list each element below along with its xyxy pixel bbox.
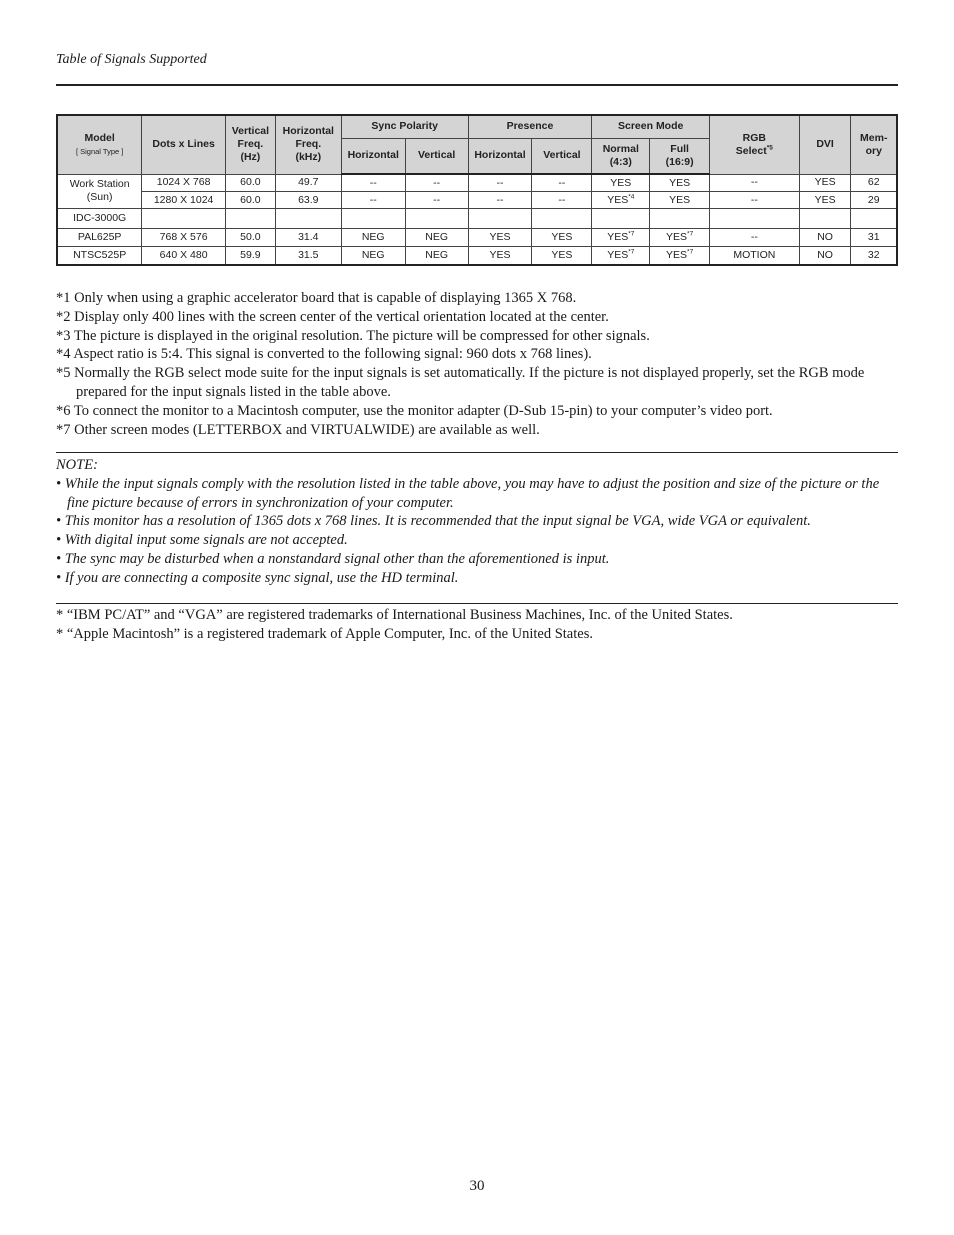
cell-presence-v: -- — [532, 174, 592, 192]
table-row — [57, 229, 897, 247]
cell-vfreq: 60.0 — [225, 192, 275, 209]
header-model: Model [ Signal Type ] — [57, 115, 142, 174]
cell-normal: YES$^{*7}$ — [592, 247, 650, 265]
cell-model: PAL625P — [57, 229, 142, 247]
table-row — [57, 174, 897, 192]
cell-memory: 62 — [851, 174, 897, 192]
cell-dots: 1024 X 768 — [142, 174, 226, 192]
cell-empty — [592, 209, 650, 229]
cell-sync-h: NEG — [341, 247, 405, 265]
footnote: *4 Aspect ratio is 5:4. This signal is converted to the following signal: 960 dots x 768 lines). — [56, 346, 592, 363]
cell-presence-v: YES — [532, 229, 592, 247]
cell-dvi: YES — [799, 192, 851, 209]
table-row — [57, 247, 897, 265]
header-presence: Presence — [468, 115, 592, 138]
table-row — [57, 209, 897, 229]
note-title: NOTE: — [56, 457, 98, 473]
cell-dvi: YES — [799, 174, 851, 192]
page-number: 30 — [469, 1178, 485, 1194]
cell-empty — [710, 209, 800, 229]
cell-full: YES — [650, 174, 710, 192]
footnotes — [56, 289, 898, 439]
note-item: • The sync may be disturbed when a nonstandard signal other than the aforementioned is input. — [56, 550, 610, 567]
header-presence-vertical: Vertical — [532, 138, 592, 174]
note-item: • If you are connecting a composite sync signal, use the HD terminal. — [56, 569, 459, 586]
cell-rgb: MOTION — [710, 247, 800, 265]
header-rule — [56, 84, 898, 86]
cell-vfreq: 50.0 — [225, 229, 275, 247]
cell-rgb: -- — [710, 174, 800, 192]
footnote: *2 Display only 400 lines with the screen center of the vertical orientation located at the center. — [56, 308, 609, 325]
cell-empty — [341, 209, 405, 229]
cell-memory: 31 — [851, 229, 897, 247]
trademark-divider — [56, 603, 898, 604]
cell-memory: 32 — [851, 247, 897, 265]
cell-hfreq: 49.7 — [275, 174, 341, 192]
cell-presence-h: -- — [468, 174, 532, 192]
header-vertical-freq: Vertical Freq. (Hz) — [225, 115, 275, 174]
header-horizontal-freq: Horizontal Freq. (kHz) — [275, 115, 341, 174]
cell-dots: 1280 X 1024 — [142, 192, 226, 209]
cell-empty — [468, 209, 532, 229]
cell-dvi: NO — [799, 229, 851, 247]
cell-full: YES — [650, 192, 710, 209]
cell-rgb: -- — [710, 229, 800, 247]
cell-hfreq: 31.5 — [275, 247, 341, 265]
cell-hfreq: 63.9 — [275, 192, 341, 209]
cell-empty — [405, 209, 468, 229]
cell-presence-v: YES — [532, 247, 592, 265]
header-full: Full (16:9) — [650, 138, 710, 174]
cell-empty — [275, 209, 341, 229]
cell-sync-h: -- — [341, 192, 405, 209]
header-presence-horizontal: Horizontal — [468, 138, 532, 174]
trademarks — [56, 606, 898, 644]
header-dvi: DVI — [799, 115, 851, 174]
cell-rgb: -- — [710, 192, 800, 209]
cell-empty — [799, 209, 851, 229]
cell-sync-v: -- — [405, 192, 468, 209]
cell-hfreq: 31.4 — [275, 229, 341, 247]
note-item: • With digital input some signals are not accepted. — [56, 532, 348, 549]
group-idc-3000g: IDC-3000G — [57, 209, 142, 229]
cell-empty — [532, 209, 592, 229]
note-divider — [56, 452, 898, 453]
cell-normal: YES — [592, 174, 650, 192]
cell-sync-v: NEG — [405, 229, 468, 247]
cell-vfreq: 59.9 — [225, 247, 275, 265]
cell-dots: 768 X 576 — [142, 229, 226, 247]
cell-empty — [142, 209, 226, 229]
footnote: *5 Normally the RGB select mode suite for the input signals is set automatically. If the picture is not displayed properly, set the RGB mode prepared for the input signals listed in the table above. — [56, 365, 865, 400]
note-item: • While the input signals comply with the resolution listed in the table above, you may have to adjust the position and size of the picture or the fine picture because of errors in synchronization of your computer. — [56, 475, 880, 511]
cell-presence-h: -- — [468, 192, 532, 209]
cell-normal: YES$^{*4}$ — [592, 192, 650, 209]
cell-normal: YES$^{*7}$ — [592, 229, 650, 247]
cell-dots: 640 X 480 — [142, 247, 226, 265]
cell-presence-v: -- — [532, 192, 592, 209]
header-sync-polarity: Sync Polarity — [341, 115, 468, 138]
cell-model: NTSC525P — [57, 247, 142, 265]
cell-presence-h: YES — [468, 247, 532, 265]
page-header-title: Table of Signals Supported — [56, 52, 207, 67]
header-sync-vertical: Vertical — [405, 138, 468, 174]
cell-memory: 29 — [851, 192, 897, 209]
cell-empty — [851, 209, 897, 229]
note-section — [56, 456, 898, 588]
footnote: *6 To connect the monitor to a Macintosh computer, use the monitor adapter (D-Sub 15-pin) to your computer’s video port. — [56, 402, 773, 419]
cell-sync-v: -- — [405, 174, 468, 192]
header-memory: Mem- ory — [851, 115, 897, 174]
header-sync-horizontal: Horizontal — [341, 138, 405, 174]
footnote: *7 Other screen modes (LETTERBOX and VIRTUALWIDE) are available as well. — [56, 421, 540, 438]
footnote: *1 Only when using a graphic accelerator board that is capable of displaying 1365 X 768. — [56, 290, 577, 306]
cell-full: YES$^{*7}$ — [650, 229, 710, 247]
cell-empty — [650, 209, 710, 229]
trademark-line: * “Apple Macintosh” is a registered trademark of Apple Computer, Inc. of the United States. — [56, 625, 593, 642]
cell-sync-h: -- — [341, 174, 405, 192]
cell-full: YES$^{*7}$ — [650, 247, 710, 265]
cell-dvi: NO — [799, 247, 851, 265]
trademark-line: * “IBM PC/AT” and “VGA” are registered trademarks of International Business Machines, Inc. of the United States. — [56, 607, 733, 623]
cell-vfreq: 60.0 — [225, 174, 275, 192]
table-row — [57, 192, 897, 209]
cell-empty — [225, 209, 275, 229]
header-dots-lines: Dots x Lines — [142, 115, 226, 174]
cell-sync-v: NEG — [405, 247, 468, 265]
header-rgb-select: RGB Select$^{*5}$ — [710, 115, 800, 174]
cell-sync-h: NEG — [341, 229, 405, 247]
signals-table — [56, 114, 898, 266]
header-normal: Normal (4:3) — [592, 138, 650, 174]
group-workstation: Work Station (Sun) — [57, 174, 142, 209]
cell-presence-h: YES — [468, 229, 532, 247]
header-screen-mode: Screen Mode — [592, 115, 710, 138]
note-item: • This monitor has a resolution of 1365 dots x 768 lines. It is recommended that the input signal be VGA, wide VGA or equivalent. — [56, 513, 811, 530]
footnote: *3 The picture is displayed in the original resolution. The picture will be compressed for other signals. — [56, 327, 650, 344]
